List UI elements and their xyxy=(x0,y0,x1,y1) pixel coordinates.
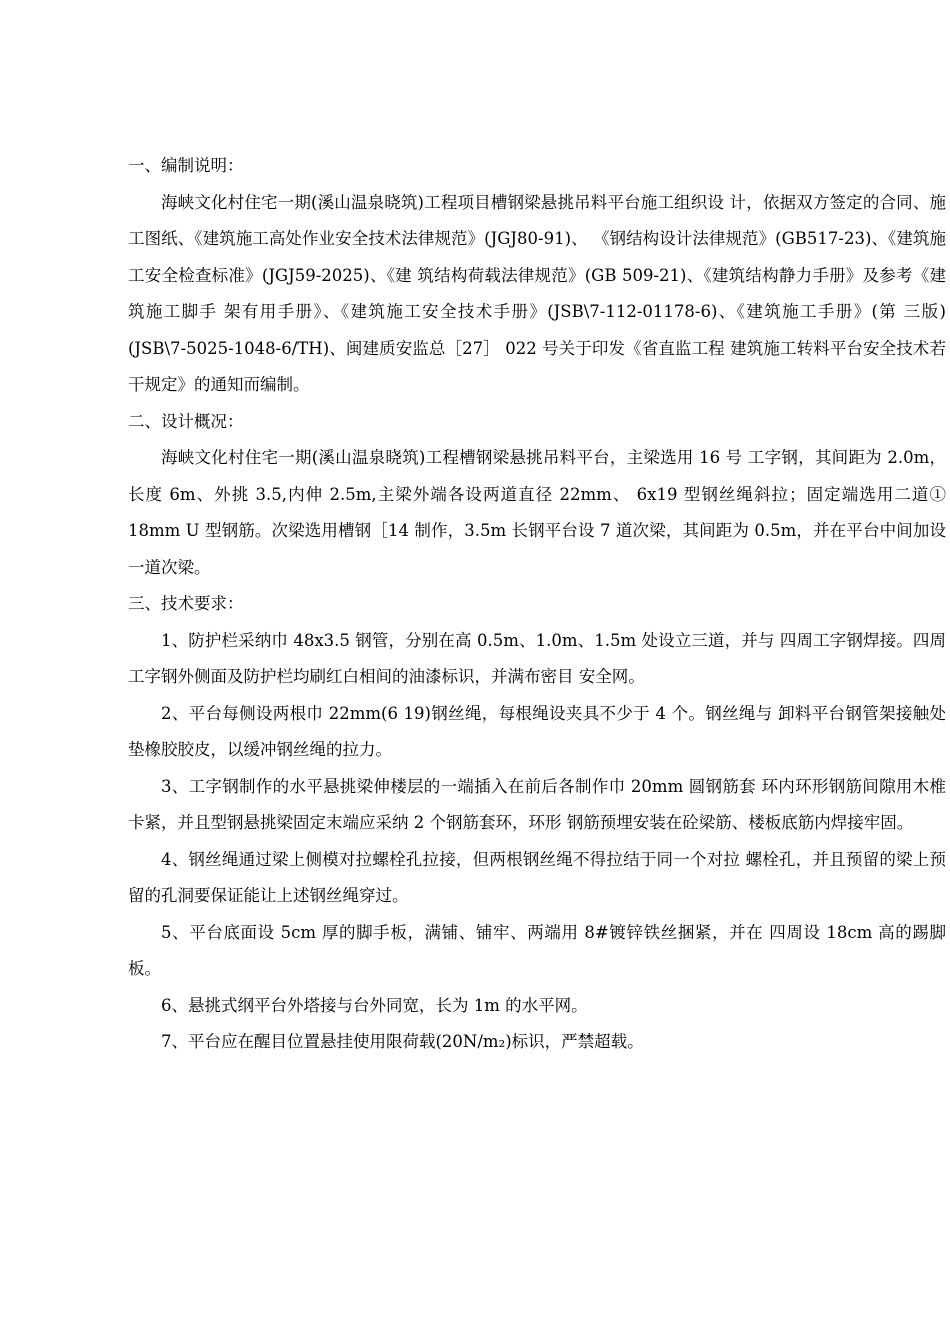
compilation-notes-paragraph: 海峡文化村住宅一期(溪山温泉晓筑)工程项目槽钢梁悬挑吊料平台施工组织设 计，依据双方签定的合同、施工图纸、《建筑施工高处作业安全技术法律规范》(JGJ80-91)、 《钢结构设计法律规范》(GB517-23)、《建筑施工安全检查标准》(JGJ59-2025)、《建 筑结构荷载法律规范》(GB 509-21)、《建筑结构静力手册》及参考《建筑施工脚手 架有用手册》、《建筑施工安全技术手册》(JSB\7-112-01178-6)、《建筑施工手册》(第 三版)(JSB\7-5025-1048-6/TH)、闽建质安监总［27］ 022 号关于印发《省直监工程 建筑施工转料平台安全技术若干规定》的通知而编制。 xyxy=(128,192,946,394)
technical-requirement-item-5: 5、平台底面设 5cm 厚的脚手板，满铺、铺牢、两端用 8#镀锌铁丝捆紧，并在 四周设 18cm 高的踢脚板。 xyxy=(128,922,946,978)
section-heading-compilation-notes: 一、编制说明： xyxy=(128,156,244,175)
technical-requirement-item-7: 7、平台应在醒目位置悬挂使用限荷载(20N/m₂)标识，严禁超载。 xyxy=(161,1032,644,1051)
technical-requirement-item-2: 2、平台每侧设两根巾 22mm(6 19)钢丝绳，每根绳设夹具不少于 4 个。钢丝绳与 卸料平台钢管架接触处垫橡胶胶皮，以缓冲钢丝绳的拉力。 xyxy=(128,703,946,759)
document-body xyxy=(128,148,946,1061)
technical-requirement-item-4: 4、钢丝绳通过梁上侧模对拉螺栓孔拉接，但两根钢丝绳不得拉结于同一个对拉 螺栓孔，并且预留的梁上预留的孔洞要保证能让上述钢丝绳穿过。 xyxy=(128,849,946,905)
technical-requirement-item-6: 6、悬挑式纲平台外塔接与台外同宽，长为 1m 的水平网。 xyxy=(161,995,588,1015)
section-heading-design-overview: 二、设计概况： xyxy=(128,411,244,431)
design-overview-paragraph: 海峡文化村住宅一期(溪山温泉晓筑)工程槽钢梁悬挑吊料平台，主梁选用 16 号 工字钢，其间距为 2.0m，长度 6m、外挑 3.5,内伸 2.5m,主梁外端各设两道直径 22mm、 6x19 型钢丝绳斜拉；固定端选用二道① 18mm U 型钢筋。次梁选用槽钢［14 制作，3.5m 长钢平台设 7 道次梁，其间距为 0.5m，并在平台中间加设一道次梁。 xyxy=(128,448,946,577)
technical-requirement-item-3: 3、工字钢制作的水平悬挑梁伸楼层的一端插入在前后各制作巾 20mm 圆钢筋套 环内环形钢筋间隙用木椎卡紧，并且型钢悬挑梁固定末端应采纳 2 个钢筋套环，环形 钢筋预埋安装在砼梁筋、楼板底筋内焊接牢固。 xyxy=(128,776,946,832)
section-heading-technical-requirements: 三、技术要求： xyxy=(128,594,244,613)
technical-requirement-item-1: 1、防护栏采纳巾 48x3.5 钢管，分别在高 0.5m、1.0m、1.5m 处设立三道，并与 四周工字钢焊接。四周工字钢外侧面及防护栏均刷红白相间的油漆标识，并满布密目 安全网。 xyxy=(128,630,946,686)
